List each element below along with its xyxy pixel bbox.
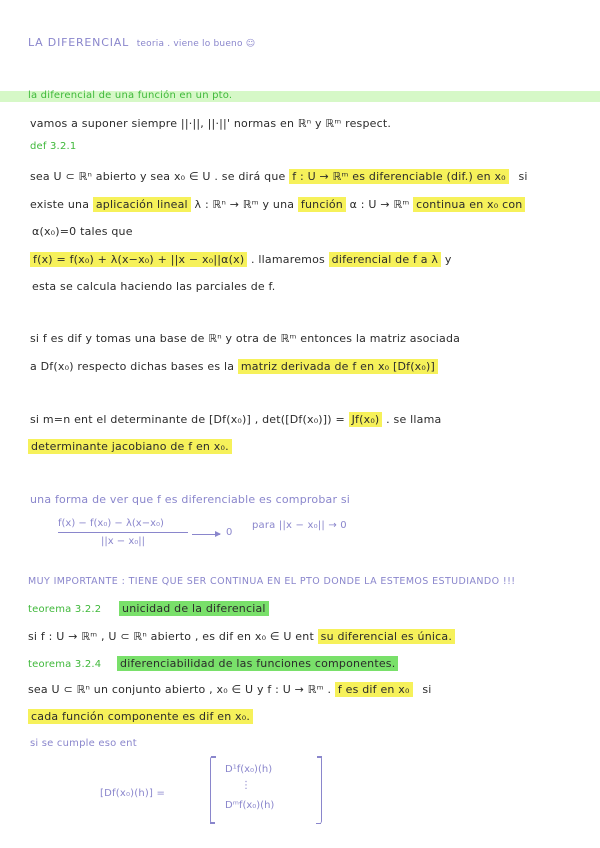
matrix-line-2 [30, 360, 438, 373]
theorem-2-statement-2 [28, 710, 253, 723]
definition-line-2 [30, 198, 525, 211]
jacobian-text: si m=n ent el determinante de [Df(x₀)] , det([Df(x₀)]) = [30, 413, 345, 426]
theorem-2-label: teorema 3.2.4 [28, 659, 102, 670]
component-matrix [210, 756, 322, 824]
matrix-corner-tr [317, 756, 322, 758]
theorem-2-title: diferenciabilidad de las funciones componentes. [117, 656, 398, 671]
def-text-c: si [518, 170, 528, 183]
consequence-line: si se cumple eso ent [30, 738, 137, 749]
highlight-components: cada función componente es dif en x₀. [28, 709, 253, 724]
def-text-lambda: λ : ℝⁿ → ℝᵐ y una [194, 198, 295, 211]
page-title [28, 36, 255, 49]
matrix-entry-first: D¹f(x₀)(h) [225, 764, 273, 775]
def-text-alpha: α : U → ℝᵐ [349, 198, 410, 211]
fraction-numerator: f(x) − f(x₀) − λ(x−x₀) [58, 518, 164, 529]
highlight-formula: f(x) = f(x₀) + λ(x−x₀) + ||x − x₀||α(x) [30, 252, 247, 267]
definition-line-4 [30, 253, 452, 266]
matrix-line-1: si f es dif y tomas una base de ℝⁿ y otra de ℝᵐ entonces la matriz asociada [30, 332, 461, 345]
fraction-denominator: ||x − x₀|| [100, 536, 146, 547]
highlight-jacobian-name: determinante jacobiano de f en x₀. [28, 439, 232, 454]
limit-fraction [58, 518, 188, 547]
title-text: LA DIFERENCIAL [28, 36, 129, 49]
theorem-2-heading [28, 657, 398, 670]
limit-arrow [192, 534, 220, 535]
definition-line-3: α(x₀)=0 tales que [32, 225, 133, 238]
highlight-continuous: continua en x₀ con [413, 197, 525, 212]
jacobian-line-2 [28, 440, 232, 453]
fraction-bar [58, 532, 188, 533]
jacobian-line-1 [30, 413, 441, 426]
def-text-and: y [444, 253, 452, 266]
highlight-unique: su diferencial es única. [318, 629, 455, 644]
def-text-call: . llamaremos [251, 253, 325, 266]
limit-condition: para ||x − x₀|| → 0 [252, 520, 347, 531]
theorem-1-heading [28, 602, 269, 615]
subtitle-text: teoria . viene lo bueno ☺ [136, 39, 256, 49]
limit-zero: 0 [226, 527, 233, 538]
highlight-function: función [298, 197, 346, 212]
check-line: una forma de ver que f es diferenciable es comprobar si [30, 493, 351, 506]
definition-line-5: esta se calcula haciendo las parciales de f. [32, 280, 276, 293]
important-note: MUY IMPORTANTE : TIENE QUE SER CONTINUA EN EL PTO DONDE LA ESTEMOS ESTUDIANDO !!! [28, 576, 516, 587]
highlight-jacobian-symbol: Jf(x₀) [349, 412, 383, 427]
highlight-derivative-matrix: matriz derivada de f en x₀ [Df(x₀)] [238, 359, 438, 374]
highlight-f-dif: f es dif en x₀ [335, 682, 413, 697]
def-text-a: sea U ⊂ ℝⁿ abierto y sea x₀ ∈ U . se dirá que [30, 170, 286, 183]
theorem-1-label: teorema 3.2.2 [28, 604, 102, 615]
theorem-2-statement-1 [28, 683, 432, 696]
definition-label: def 3.2.1 [30, 141, 77, 152]
jacobian-called: . se llama [386, 413, 442, 426]
section-banner: la diferencial de una función en un pto. [28, 90, 233, 101]
def-highlight-differentiable: f : U → ℝᵐ es diferenciable (dif.) en x₀ [289, 169, 509, 184]
matrix-text: a Df(x₀) respecto dichas bases es la [30, 360, 235, 373]
def-text-exists: existe una [30, 198, 90, 211]
matrix-lhs: [Df(x₀)(h)] = [100, 788, 166, 799]
highlight-linear-map: aplicación lineal [93, 197, 191, 212]
theorem-1-statement [28, 630, 455, 643]
theorem-2-text: sea U ⊂ ℝⁿ un conjunto abierto , x₀ ∈ U y f : U → ℝᵐ . [28, 683, 332, 696]
line-norms: vamos a suponer siempre ||·||, ||·||' normas en ℝⁿ y ℝᵐ respect. [30, 117, 392, 130]
theorem-1-text: si f : U → ℝᵐ , U ⊂ ℝⁿ abierto , es dif en x₀ ∈ U ent [28, 630, 314, 643]
matrix-dots: ⋮ [241, 780, 251, 791]
highlight-differential-name: diferencial de f a λ [329, 252, 441, 267]
theorem-1-title: unicidad de la diferencial [119, 601, 269, 616]
matrix-entry-last: Dᵐf(x₀)(h) [225, 800, 275, 811]
definition-line-1 [30, 170, 528, 183]
theorem-2-iff: si [422, 683, 432, 696]
matrix-corner-bl [210, 822, 215, 824]
